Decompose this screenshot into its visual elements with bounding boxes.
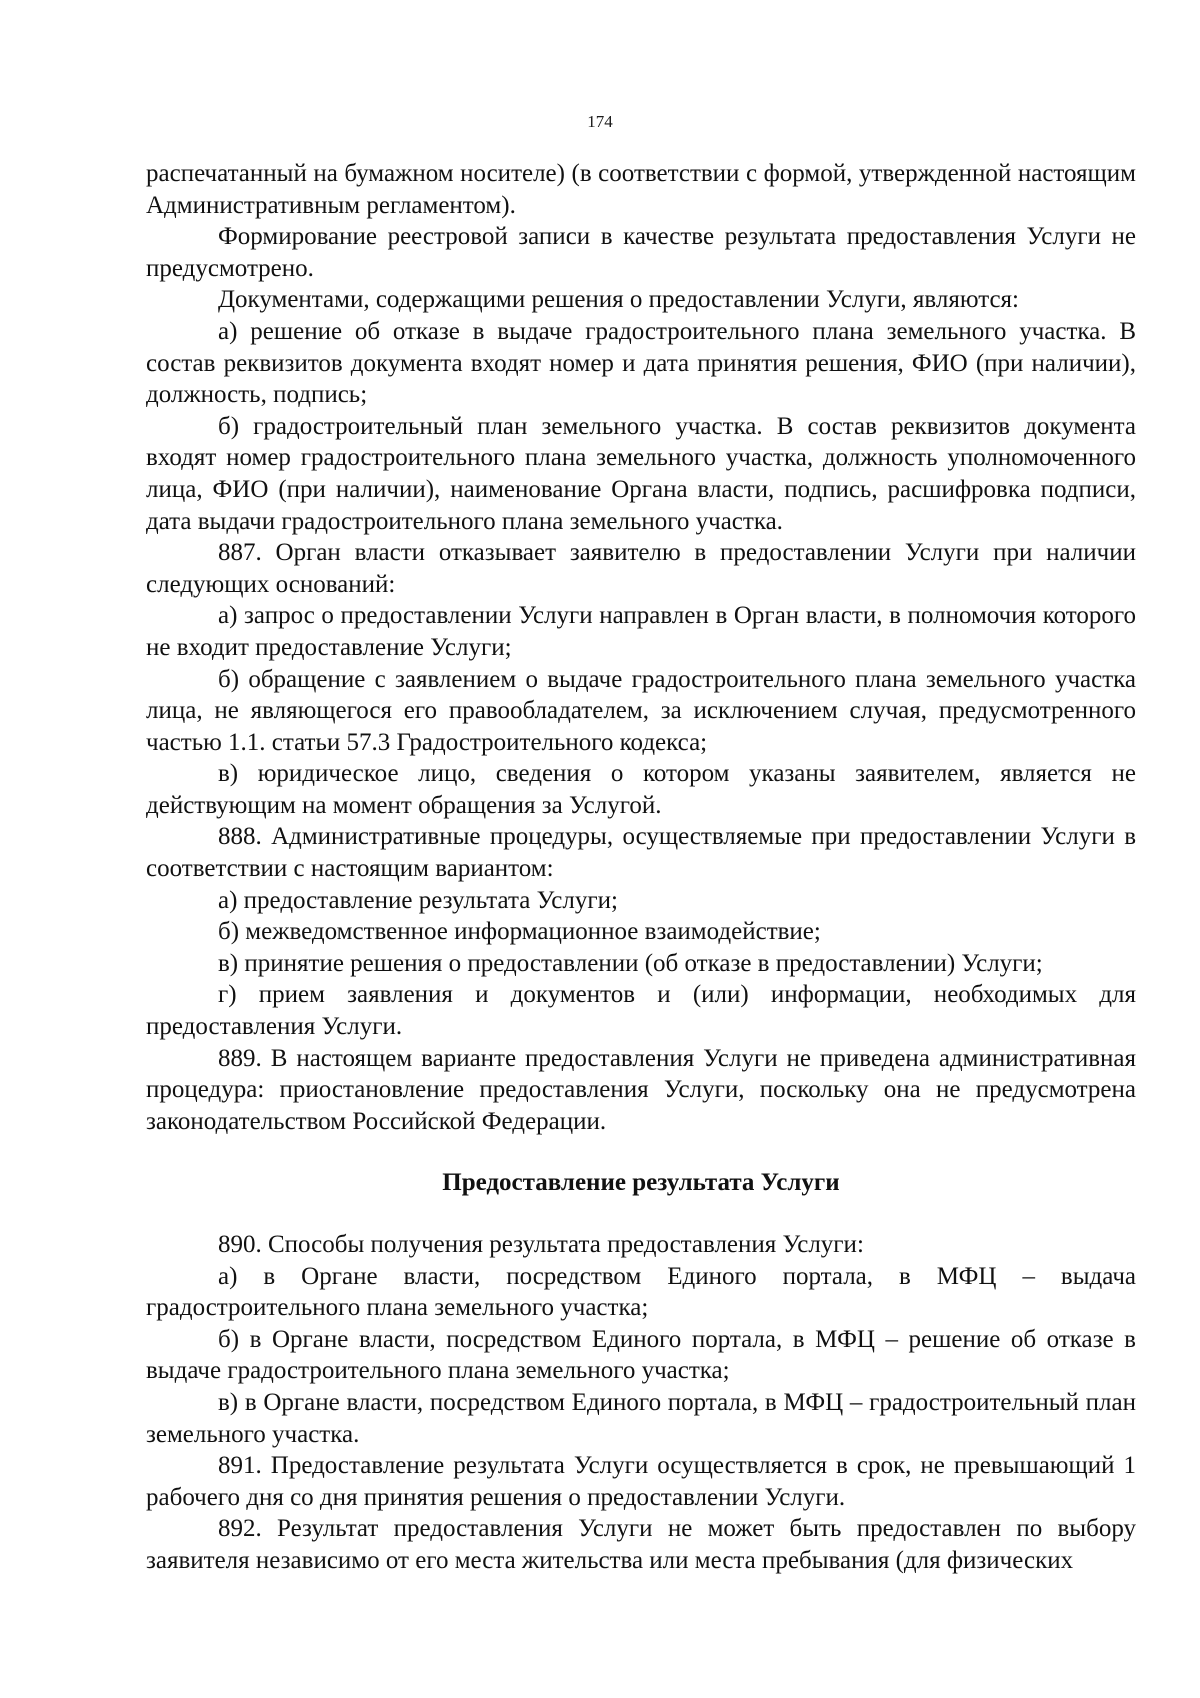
paragraph: 892. Результат предоставления Услуги не может быть предоставлен по выбору заявителя независимо от его места жительства или места пребывания (для физических [146, 1515, 1136, 1574]
paragraph: 888. Административные процедуры, осуществляемые при предоставлении Услуги в соответствии с настоящим вариантом: [146, 823, 1136, 883]
section-heading: Предоставление результата Услуги [442, 1169, 840, 1197]
paragraph: в) принятие решения о предоставлении (об отказе в предоставлении) Услуги; [218, 949, 1043, 977]
paragraph: г) прием заявления и документов и (или) информации, необходимых для предоставления Услуги. [146, 981, 1136, 1041]
paragraph: б) обращение с заявлением о выдаче градостроительного плана земельного участка лица, не являющегося его правообладателем, за исключением случая, предусмотренного частью 1.1. статьи 57.3 Градостроительного кодекса; [146, 665, 1136, 756]
paragraph: б) в Органе власти, посредством Единого портала, в МФЦ – решение об отказе в выдаче градостроительного плана земельного участка; [146, 1325, 1136, 1385]
paragraph: Формирование реестровой записи в качестве результата предоставления Услуги не предусмотрено. [146, 223, 1136, 282]
paragraph: а) в Органе власти, посредством Единого портала, в МФЦ – выдача градостроительного плана земельного участка; [146, 1262, 1136, 1322]
document-body [146, 158, 1136, 1577]
paragraph: 890. Способы получения результата предоставления Услуги: [218, 1231, 864, 1258]
paragraph: 891. Предоставление результата Услуги осуществляется в срок, не превышающий 1 рабочего дня со дня принятия решения о предоставлении Услуги. [146, 1452, 1136, 1511]
paragraph: в) юридическое лицо, сведения о котором указаны заявителем, является не действующим на момент обращения за Услугой. [146, 760, 1136, 819]
paragraph: 889. В настоящем варианте предоставления Услуги не приведена административная процедура: приостановление предоставления Услуги, поскольку она не предусмотрена законодательством Российской Федерации. [146, 1044, 1136, 1135]
paragraph: а) предоставление результата Услуги; [218, 886, 618, 914]
paragraph: 887. Орган власти отказывает заявителю в предоставлении Услуги при наличии следующих оснований: [146, 539, 1136, 598]
paragraph: а) решение об отказе в выдаче градостроительного плана земельного участка. В состав реквизитов документа входят номер и дата принятия решения, ФИО (при наличии), должность, подпись; [146, 317, 1136, 409]
paragraph: в) в Органе власти, посредством Единого портала, в МФЦ – градостроительный план земельного участка. [146, 1388, 1136, 1448]
paragraph: распечатанный на бумажном носителе) (в соответствии с формой, утвержденной настоящим Административным регламентом). [146, 160, 1136, 219]
paragraph: б) межведомственное информационное взаимодействие; [218, 918, 821, 946]
paragraph: б) градостроительный план земельного участка. В состав реквизитов документа входят номер градостроительного плана земельного участка, должность уполномоченного лица, ФИО (при наличии), наименование Органа власти, подпись, расшифровка подписи, дата выдачи градостроительного плана земельного участка. [146, 412, 1136, 535]
paragraph: Документами, содержащими решения о предоставлении Услуги, являются: [218, 286, 1019, 314]
page-number: 174 [587, 112, 613, 131]
paragraph: а) запрос о предоставлении Услуги направлен в Орган власти, в полномочия которого не входит предоставление Услуги; [146, 602, 1136, 661]
